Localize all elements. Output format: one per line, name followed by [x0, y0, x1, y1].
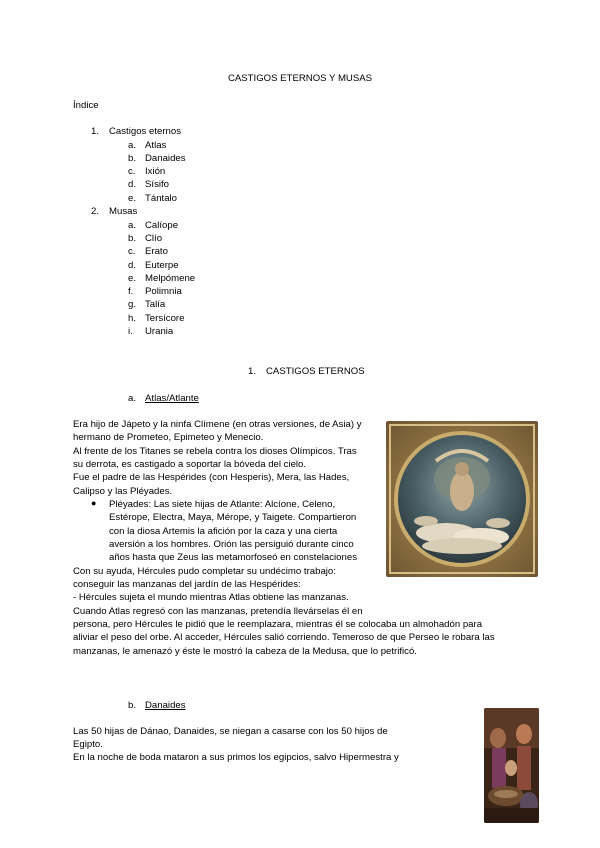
toc-sub-item: Clío: [145, 233, 163, 244]
toc-item-musas: Musas: [109, 206, 138, 217]
index-heading: Índice: [73, 100, 99, 111]
document-title: CASTIGOS ETERNOS Y MUSAS: [227, 73, 373, 84]
toc-sub-item: Tersícore: [145, 313, 185, 324]
text-line: Estérope, Electra, Maya, Mérope, y Taigete. Compartieron: [109, 512, 357, 523]
toc-number: 2.: [91, 206, 100, 217]
toc-sub-number: b.: [128, 153, 137, 164]
text-line: Las 50 hijas de Dánao, Danaides, se niegan a casarse con los 50 hijos de: [73, 726, 388, 737]
text-line: años hasta que Zeus las metamorfoseó en constelaciones: [109, 552, 357, 563]
toc-number: 1.: [91, 126, 100, 137]
toc-sub-number: a.: [128, 220, 137, 231]
text-line: manzanas, le amenazó y éste le mostró la cabeza de la Medusa, que lo petrificó.: [73, 646, 417, 657]
subsection-heading-danaides: Danaides: [145, 700, 186, 711]
toc-sub-item: Danaides: [145, 153, 186, 164]
section-number: 1.: [248, 366, 257, 377]
text-line: Cuando Atlas regresó con las manzanas, pretendía llevárselas él en: [73, 606, 363, 617]
toc-sub-item: Erato: [145, 246, 168, 257]
text-line: En la noche de boda mataron a sus primos los egipcios, salvo Hipermestra y: [73, 752, 399, 763]
text-line: Pléyades: Las siete hijas de Atlante: Alcíone, Celeno,: [109, 499, 336, 510]
text-line: persona, pero Hércules le pidió que le reemplazara, mientras él se colocaba un almohadón para: [73, 619, 483, 630]
toc-sub-number: a.: [128, 140, 137, 151]
subsection-heading-atlas: Atlas/Atlante: [145, 393, 199, 404]
toc-sub-item: Tántalo: [145, 193, 177, 204]
toc-sub-number: h.: [128, 313, 137, 324]
text-line: Al frente de los Titanes se rebela contra los dioses Olímpicos. Tras: [73, 446, 357, 457]
toc-sub-item: Atlas: [145, 140, 167, 151]
toc-sub-item: Talía: [145, 299, 166, 310]
toc-sub-number: e.: [128, 273, 137, 284]
danaides-painting-image: [484, 708, 539, 823]
toc-sub-item: Urania: [145, 326, 174, 337]
toc-sub-number: d.: [128, 260, 137, 271]
text-line: - Hércules sujeta el mundo mientras Atlas obtiene las manzanas.: [73, 592, 349, 603]
section-heading: CASTIGOS ETERNOS: [266, 366, 365, 377]
subsection-number: b.: [128, 700, 137, 711]
toc-sub-item: Euterpe: [145, 260, 179, 271]
toc-sub-item: Melpómene: [145, 273, 196, 284]
toc-item-castigos-eternos: Castigos eternos: [109, 126, 181, 137]
text-line: hermano de Prometeo, Epimeteo y Menecio.: [73, 432, 264, 443]
text-line: aliviar el peso del orbe. Al acceder, Hércules salió corriendo. Temeroso de que Perseo le robara las: [73, 632, 495, 643]
text-line: Fue el padre de las Hespérides (con Hesperis), Mera, las Hades,: [73, 472, 350, 483]
toc-sub-item: Ixión: [145, 166, 166, 177]
toc-sub-number: c.: [128, 246, 136, 257]
text-line: Con su ayuda, Hércules pudo completar su undécimo trabajo:: [73, 566, 336, 577]
toc-sub-number: g.: [128, 299, 137, 310]
toc-sub-item: Sísifo: [145, 179, 169, 190]
toc-sub-number: i.: [128, 326, 133, 337]
text-line: su derrota, es castigado a soportar la bóveda del cielo.: [73, 459, 307, 470]
toc-sub-number: c.: [128, 166, 136, 177]
toc-sub-item: Calíope: [145, 220, 179, 231]
toc-sub-number: e.: [128, 193, 137, 204]
atlas-painting-image: [386, 421, 538, 577]
text-line: Era hijo de Jápeto y la ninfa Clímene (en otras versiones, de Asia) y: [73, 419, 362, 430]
toc-sub-number: b.: [128, 233, 137, 244]
subsection-number: a.: [128, 393, 137, 404]
text-line: Calipso y las Pléyades.: [73, 486, 173, 497]
text-line: con la diosa Artemis la afición por la caza y una cierta: [109, 526, 338, 537]
bullet-icon: ●: [91, 498, 97, 508]
text-line: conseguir las manzanas del jardín de las Hespérides:: [73, 579, 301, 590]
toc-sub-number: f.: [128, 286, 134, 297]
text-line: aversión a los hombres. Orión las persiguió durante cinco: [109, 539, 354, 550]
toc-sub-item: Polimnia: [145, 286, 182, 297]
text-line: Egipto.: [73, 739, 103, 750]
toc-sub-number: d.: [128, 179, 137, 190]
